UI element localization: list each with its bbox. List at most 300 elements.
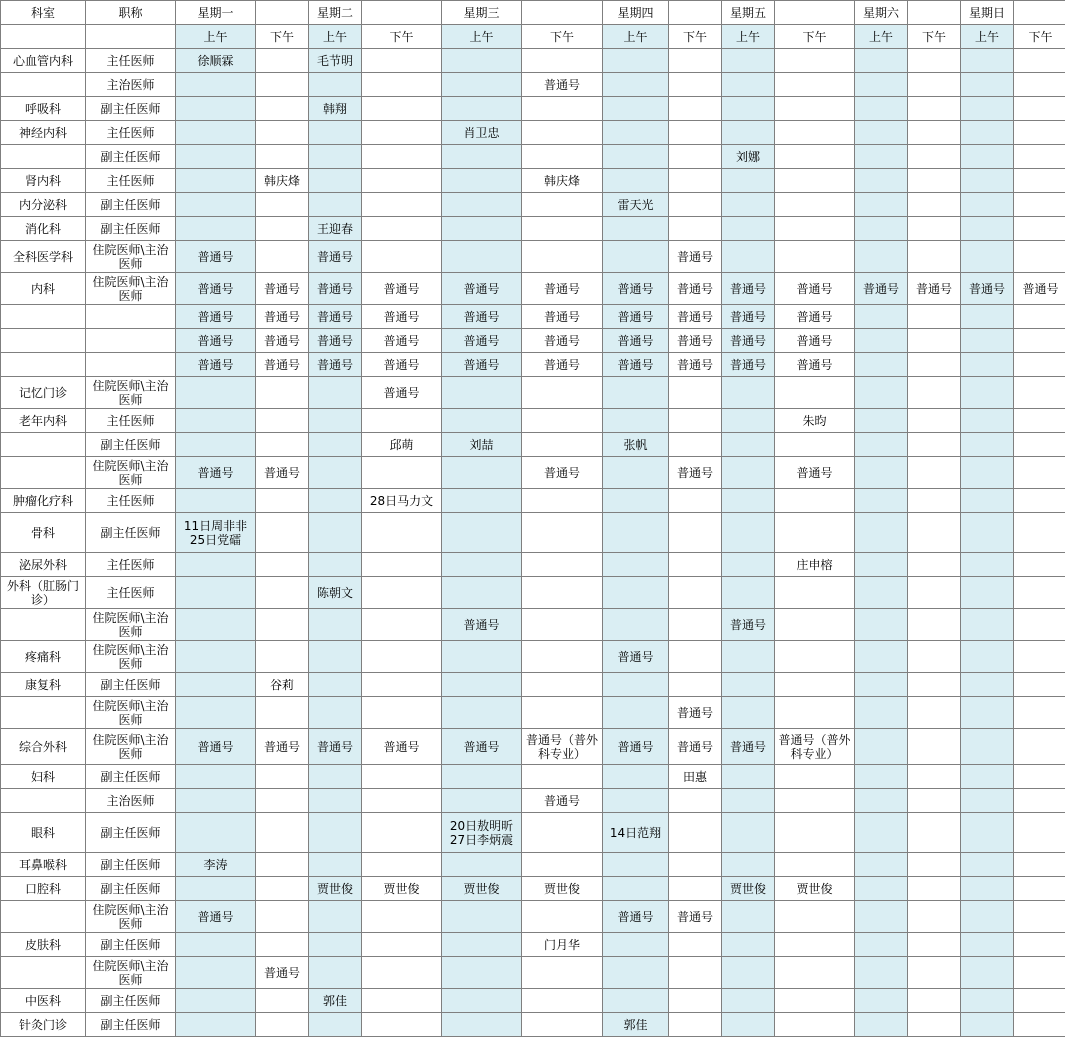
am-slot-cell <box>442 957 522 989</box>
pm-slot-cell <box>775 641 855 673</box>
department-cell: 内科 <box>1 273 86 305</box>
pm-slot-cell <box>1014 217 1065 241</box>
department-cell: 心血管内科 <box>1 49 86 73</box>
pm-slot-cell <box>908 673 961 697</box>
am-slot-cell <box>855 697 908 729</box>
pm-slot-cell <box>522 853 603 877</box>
am-slot-cell <box>961 73 1014 97</box>
am-slot-cell: 普通号 <box>176 457 256 489</box>
pm-slot-cell <box>362 169 442 193</box>
am-slot-cell <box>961 765 1014 789</box>
department-cell: 老年内科 <box>1 409 86 433</box>
pm-slot-cell <box>362 609 442 641</box>
day-header-row <box>1 1 1065 25</box>
am-slot-cell <box>603 853 669 877</box>
am-slot-cell <box>961 901 1014 933</box>
pm-slot-cell <box>1014 145 1065 169</box>
schedule-row <box>1 73 1065 97</box>
am-slot-cell: 普通号 <box>603 329 669 353</box>
pm-slot-cell <box>256 49 309 73</box>
am-slot-cell <box>722 457 775 489</box>
am-slot-cell: 普通号 <box>722 729 775 765</box>
am-slot-cell <box>961 241 1014 273</box>
pm-slot-cell <box>362 121 442 145</box>
am-slot-cell <box>855 433 908 457</box>
pm-slot-cell <box>908 813 961 853</box>
pm-slot-cell <box>1014 789 1065 813</box>
department-cell <box>1 433 86 457</box>
day-header-friday: 星期五 <box>722 1 775 25</box>
am-slot-cell <box>855 989 908 1013</box>
am-slot-cell <box>442 553 522 577</box>
pm-slot-cell <box>256 193 309 217</box>
department-cell <box>1 609 86 641</box>
session-header-row <box>1 25 1065 49</box>
pm-slot-cell <box>908 305 961 329</box>
department-cell: 眼科 <box>1 813 86 853</box>
pm-slot-cell <box>256 933 309 957</box>
pm-slot-cell <box>362 957 442 989</box>
pm-slot-cell <box>908 901 961 933</box>
pm-slot-cell: 普通号 <box>522 789 603 813</box>
pm-slot-cell <box>256 877 309 901</box>
am-slot-cell <box>961 217 1014 241</box>
pm-slot-cell: 普通号 <box>669 273 722 305</box>
am-slot-cell: 韩翔 <box>309 97 362 121</box>
am-slot-cell <box>961 433 1014 457</box>
am-slot-cell <box>603 957 669 989</box>
day-header-gap <box>908 1 961 25</box>
am-slot-cell <box>961 813 1014 853</box>
am-slot-cell <box>961 145 1014 169</box>
am-slot-cell: 刘娜 <box>722 145 775 169</box>
title-cell: 主任医师 <box>86 169 176 193</box>
pm-slot-cell <box>362 97 442 121</box>
department-cell: 妇科 <box>1 765 86 789</box>
am-slot-cell <box>961 877 1014 901</box>
am-slot-cell: 郭佳 <box>309 989 362 1013</box>
pm-slot-cell <box>908 609 961 641</box>
pm-slot-cell <box>908 789 961 813</box>
pm-slot-cell: 普通号 <box>775 273 855 305</box>
pm-slot-cell <box>669 853 722 877</box>
am-slot-cell <box>176 989 256 1013</box>
am-slot-cell: 普通号 <box>176 305 256 329</box>
pm-slot-cell: 普通号 <box>775 457 855 489</box>
pm-slot-cell <box>775 853 855 877</box>
pm-slot-cell: 庄申榕 <box>775 553 855 577</box>
am-slot-cell <box>855 73 908 97</box>
pm-slot-cell: 普通号 <box>669 901 722 933</box>
am-slot-cell <box>442 49 522 73</box>
pm-slot-cell <box>522 697 603 729</box>
am-slot-cell <box>722 217 775 241</box>
pm-slot-cell: 普通号 <box>1014 273 1065 305</box>
session-pm: 下午 <box>908 25 961 49</box>
pm-slot-cell <box>362 145 442 169</box>
pm-slot-cell: 普通号 <box>256 353 309 377</box>
am-slot-cell <box>309 409 362 433</box>
title-cell: 副主任医师 <box>86 673 176 697</box>
session-am: 上午 <box>855 25 908 49</box>
pm-slot-cell <box>256 241 309 273</box>
day-header-thursday: 星期四 <box>603 1 669 25</box>
am-slot-cell <box>961 377 1014 409</box>
am-slot-cell <box>722 813 775 853</box>
am-slot-cell: 普通号 <box>961 273 1014 305</box>
session-pm: 下午 <box>256 25 309 49</box>
pm-slot-cell <box>775 789 855 813</box>
am-slot-cell <box>442 409 522 433</box>
am-slot-cell <box>722 49 775 73</box>
am-slot-cell <box>309 901 362 933</box>
am-slot-cell <box>722 697 775 729</box>
pm-slot-cell <box>362 49 442 73</box>
title-cell <box>86 353 176 377</box>
pm-slot-cell <box>775 145 855 169</box>
am-slot-cell: 张帆 <box>603 433 669 457</box>
pm-slot-cell <box>1014 877 1065 901</box>
am-slot-cell: 陈朝文 <box>309 577 362 609</box>
am-slot-cell <box>855 193 908 217</box>
title-cell: 副主任医师 <box>86 813 176 853</box>
pm-slot-cell <box>522 641 603 673</box>
schedule-row <box>1 901 1065 933</box>
pm-slot-cell <box>362 409 442 433</box>
pm-slot-cell <box>362 933 442 957</box>
pm-slot-cell <box>1014 673 1065 697</box>
am-slot-cell: 普通号 <box>603 273 669 305</box>
am-slot-cell <box>176 697 256 729</box>
pm-slot-cell <box>362 553 442 577</box>
am-slot-cell <box>309 957 362 989</box>
session-pm: 下午 <box>1014 25 1065 49</box>
pm-slot-cell <box>522 609 603 641</box>
pm-slot-cell <box>775 957 855 989</box>
am-slot-cell <box>603 489 669 513</box>
pm-slot-cell <box>1014 49 1065 73</box>
am-slot-cell <box>961 933 1014 957</box>
am-slot-cell <box>176 489 256 513</box>
am-slot-cell <box>603 73 669 97</box>
am-slot-cell <box>176 97 256 121</box>
am-slot-cell: 普通号 <box>309 273 362 305</box>
am-slot-cell <box>961 577 1014 609</box>
am-slot-cell <box>603 789 669 813</box>
pm-slot-cell <box>775 241 855 273</box>
am-slot-cell: 20日敖明昕 27日李炳震 <box>442 813 522 853</box>
am-slot-cell <box>603 609 669 641</box>
am-slot-cell <box>961 353 1014 377</box>
department-cell <box>1 145 86 169</box>
pm-slot-cell <box>908 193 961 217</box>
pm-slot-cell <box>775 609 855 641</box>
am-slot-cell <box>176 553 256 577</box>
schedule-row <box>1 457 1065 489</box>
schedule-row <box>1 217 1065 241</box>
am-slot-cell <box>603 697 669 729</box>
pm-slot-cell <box>522 217 603 241</box>
title-cell: 副主任医师 <box>86 145 176 169</box>
department-cell: 记忆门诊 <box>1 377 86 409</box>
am-slot-cell: 郭佳 <box>603 1013 669 1037</box>
pm-slot-cell <box>256 409 309 433</box>
day-header-gap <box>256 1 309 25</box>
title-cell: 副主任医师 <box>86 513 176 553</box>
am-slot-cell <box>442 789 522 813</box>
pm-slot-cell <box>362 241 442 273</box>
am-slot-cell <box>961 329 1014 353</box>
department-cell: 疼痛科 <box>1 641 86 673</box>
am-slot-cell <box>176 673 256 697</box>
session-pm: 下午 <box>362 25 442 49</box>
pm-slot-cell: 普通号 <box>362 729 442 765</box>
title-cell <box>86 329 176 353</box>
am-slot-cell: 普通号 <box>442 729 522 765</box>
am-slot-cell <box>855 377 908 409</box>
title-cell <box>86 305 176 329</box>
pm-slot-cell <box>522 145 603 169</box>
pm-slot-cell: 普通号 <box>669 305 722 329</box>
am-slot-cell <box>722 489 775 513</box>
session-am: 上午 <box>603 25 669 49</box>
am-slot-cell <box>722 901 775 933</box>
pm-slot-cell <box>256 901 309 933</box>
am-slot-cell: 普通号 <box>309 353 362 377</box>
pm-slot-cell <box>908 489 961 513</box>
am-slot-cell <box>309 489 362 513</box>
pm-slot-cell <box>1014 433 1065 457</box>
am-slot-cell <box>176 765 256 789</box>
am-slot-cell <box>961 989 1014 1013</box>
session-am: 上午 <box>309 25 362 49</box>
am-slot-cell: 刘喆 <box>442 433 522 457</box>
am-slot-cell: 贾世俊 <box>309 877 362 901</box>
am-slot-cell <box>722 765 775 789</box>
pm-slot-cell: 普通号 <box>256 273 309 305</box>
title-cell: 住院医师\主治医师 <box>86 697 176 729</box>
pm-slot-cell: 普通号 <box>256 305 309 329</box>
am-slot-cell <box>722 241 775 273</box>
am-slot-cell <box>961 121 1014 145</box>
day-header-gap <box>362 1 442 25</box>
pm-slot-cell <box>1014 409 1065 433</box>
am-slot-cell <box>309 673 362 697</box>
schedule-row <box>1 957 1065 989</box>
pm-slot-cell <box>908 513 961 553</box>
schedule-row <box>1 193 1065 217</box>
schedule-row <box>1 697 1065 729</box>
title-cell: 副主任医师 <box>86 853 176 877</box>
schedule-row <box>1 121 1065 145</box>
schedule-row <box>1 877 1065 901</box>
am-slot-cell: 雷天光 <box>603 193 669 217</box>
pm-slot-cell <box>775 989 855 1013</box>
pm-slot-cell <box>908 957 961 989</box>
pm-slot-cell: 普通号 <box>775 305 855 329</box>
pm-slot-cell: 普通号 <box>362 377 442 409</box>
pm-slot-cell: 韩庆烽 <box>522 169 603 193</box>
am-slot-cell <box>855 553 908 577</box>
department-cell: 耳鼻喉科 <box>1 853 86 877</box>
pm-slot-cell <box>775 73 855 97</box>
am-slot-cell <box>309 697 362 729</box>
pm-slot-cell <box>362 901 442 933</box>
am-slot-cell <box>722 957 775 989</box>
am-slot-cell <box>442 97 522 121</box>
am-slot-cell: 普通号 <box>722 273 775 305</box>
title-cell: 主治医师 <box>86 73 176 97</box>
am-slot-cell <box>961 409 1014 433</box>
pm-slot-cell: 普通号 <box>522 273 603 305</box>
pm-slot-cell <box>908 853 961 877</box>
pm-slot-cell <box>256 813 309 853</box>
pm-slot-cell <box>775 577 855 609</box>
pm-slot-cell: 普通号 <box>362 305 442 329</box>
pm-slot-cell: 邱萌 <box>362 433 442 457</box>
pm-slot-cell <box>908 241 961 273</box>
schedule-row <box>1 933 1065 957</box>
am-slot-cell <box>309 73 362 97</box>
pm-slot-cell <box>669 489 722 513</box>
title-cell: 住院医师\主治医师 <box>86 957 176 989</box>
pm-slot-cell <box>256 433 309 457</box>
pm-slot-cell <box>775 489 855 513</box>
department-cell: 消化科 <box>1 217 86 241</box>
schedule-row <box>1 489 1065 513</box>
pm-slot-cell <box>522 513 603 553</box>
pm-slot-cell <box>1014 901 1065 933</box>
pm-slot-cell <box>362 989 442 1013</box>
am-slot-cell: 普通号 <box>442 329 522 353</box>
am-slot-cell <box>442 853 522 877</box>
title-cell: 副主任医师 <box>86 933 176 957</box>
am-slot-cell: 14日范翔 <box>603 813 669 853</box>
title-cell: 副主任医师 <box>86 1013 176 1037</box>
pm-slot-cell <box>1014 933 1065 957</box>
day-header-saturday: 星期六 <box>855 1 908 25</box>
pm-slot-cell <box>256 73 309 97</box>
pm-slot-cell <box>908 1013 961 1037</box>
session-am: 上午 <box>176 25 256 49</box>
am-slot-cell <box>722 513 775 553</box>
pm-slot-cell <box>256 765 309 789</box>
pm-slot-cell <box>522 409 603 433</box>
pm-slot-cell: 普通号 <box>669 697 722 729</box>
title-cell: 住院医师\主治医师 <box>86 609 176 641</box>
pm-slot-cell <box>775 1013 855 1037</box>
am-slot-cell: 普通号 <box>722 609 775 641</box>
am-slot-cell <box>442 145 522 169</box>
title-cell: 副主任医师 <box>86 193 176 217</box>
am-slot-cell: 普通号 <box>176 241 256 273</box>
pm-slot-cell <box>362 813 442 853</box>
pm-slot-cell <box>256 145 309 169</box>
pm-slot-cell <box>669 641 722 673</box>
am-slot-cell <box>961 729 1014 765</box>
am-slot-cell <box>442 489 522 513</box>
title-cell: 住院医师\主治医师 <box>86 641 176 673</box>
am-slot-cell <box>442 933 522 957</box>
am-slot-cell <box>961 169 1014 193</box>
pm-slot-cell <box>362 673 442 697</box>
pm-slot-cell <box>669 957 722 989</box>
am-slot-cell <box>961 673 1014 697</box>
am-slot-cell <box>855 353 908 377</box>
am-slot-cell: 普通号 <box>442 305 522 329</box>
pm-slot-cell <box>908 933 961 957</box>
pm-slot-cell <box>362 217 442 241</box>
am-slot-cell <box>603 457 669 489</box>
pm-slot-cell <box>669 1013 722 1037</box>
pm-slot-cell <box>522 989 603 1013</box>
am-slot-cell <box>309 1013 362 1037</box>
pm-slot-cell: 普通号 <box>362 273 442 305</box>
schedule-row <box>1 305 1065 329</box>
pm-slot-cell <box>362 765 442 789</box>
am-slot-cell <box>603 49 669 73</box>
schedule-row <box>1 729 1065 765</box>
am-slot-cell: 普通号 <box>176 353 256 377</box>
schedule-row <box>1 433 1065 457</box>
pm-slot-cell: 普通号 <box>362 329 442 353</box>
am-slot-cell <box>961 697 1014 729</box>
department-cell: 综合外科 <box>1 729 86 765</box>
am-slot-cell <box>176 877 256 901</box>
am-slot-cell <box>855 877 908 901</box>
schedule-row <box>1 609 1065 641</box>
am-slot-cell <box>309 853 362 877</box>
am-slot-cell <box>442 169 522 193</box>
department-cell: 内分泌科 <box>1 193 86 217</box>
am-slot-cell: 普通号 <box>176 273 256 305</box>
am-slot-cell: 11日周非非 25日党礌 <box>176 513 256 553</box>
pm-slot-cell <box>256 1013 309 1037</box>
am-slot-cell <box>176 1013 256 1037</box>
am-slot-cell <box>442 1013 522 1037</box>
pm-slot-cell <box>256 97 309 121</box>
am-slot-cell <box>855 1013 908 1037</box>
department-cell: 泌尿外科 <box>1 553 86 577</box>
am-slot-cell <box>855 853 908 877</box>
pm-slot-cell: 普通号 <box>362 353 442 377</box>
am-slot-cell <box>722 789 775 813</box>
pm-slot-cell <box>362 697 442 729</box>
pm-slot-cell <box>669 989 722 1013</box>
pm-slot-cell: 贾世俊 <box>522 877 603 901</box>
am-slot-cell <box>722 1013 775 1037</box>
am-slot-cell <box>961 513 1014 553</box>
am-slot-cell: 毛节明 <box>309 49 362 73</box>
am-slot-cell <box>309 609 362 641</box>
am-slot-cell <box>961 97 1014 121</box>
pm-slot-cell <box>775 121 855 145</box>
title-cell: 住院医师\主治医师 <box>86 377 176 409</box>
am-slot-cell <box>855 489 908 513</box>
am-slot-cell <box>855 957 908 989</box>
am-slot-cell <box>961 609 1014 641</box>
day-header-gap <box>669 1 722 25</box>
pm-slot-cell: 韩庆烽 <box>256 169 309 193</box>
am-slot-cell <box>176 641 256 673</box>
pm-slot-cell <box>1014 577 1065 609</box>
department-cell: 外科（肛肠门诊） <box>1 577 86 609</box>
pm-slot-cell <box>1014 641 1065 673</box>
empty-header-cell <box>1 25 86 49</box>
am-slot-cell <box>722 121 775 145</box>
pm-slot-cell <box>908 641 961 673</box>
am-slot-cell <box>855 673 908 697</box>
